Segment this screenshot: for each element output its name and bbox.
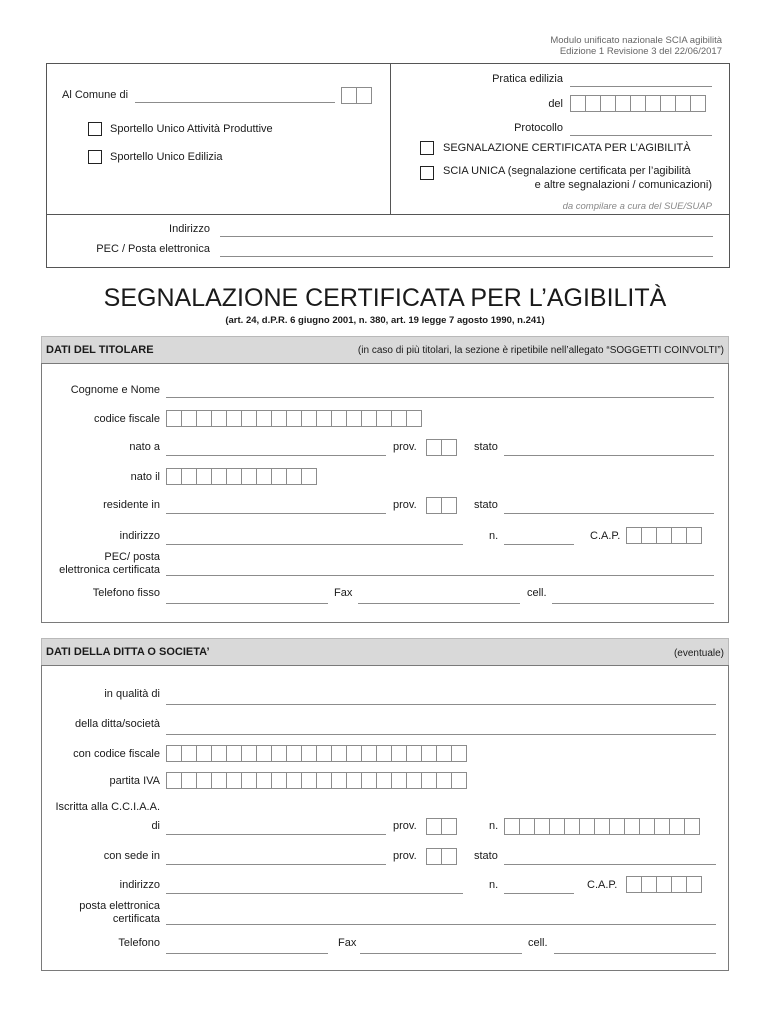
input-cell[interactable]: [669, 818, 685, 835]
suap-checkbox[interactable]: [88, 122, 102, 136]
input-cell[interactable]: [654, 818, 670, 835]
input-cell[interactable]: [671, 876, 687, 893]
input-cell[interactable]: [241, 772, 257, 789]
sue-label: Sportello Unico Edilizia: [110, 151, 223, 163]
input-cell[interactable]: [301, 410, 317, 427]
input-cell[interactable]: [656, 527, 672, 544]
scia-unica-label-cont: e altre segnalazioni / comunicazioni): [534, 179, 712, 191]
nato-il-cells[interactable]: [166, 468, 317, 485]
ditta-indirizzo-input[interactable]: [166, 893, 463, 894]
ditta-label: della ditta/società: [75, 718, 160, 730]
ditta-posta-input[interactable]: [166, 924, 716, 925]
input-cell[interactable]: [211, 745, 227, 762]
input-cell[interactable]: [376, 772, 392, 789]
input-cell[interactable]: [609, 818, 625, 835]
input-cell[interactable]: [331, 745, 347, 762]
cciaa-label-1: Iscritta alla C.C.I.A.A.: [55, 801, 160, 813]
stato-label-2: stato: [474, 499, 498, 511]
top-box-hline: [46, 214, 730, 215]
ditta-n-label: n.: [489, 879, 499, 891]
cf-cells[interactable]: [166, 410, 422, 427]
page-subtitle: (art. 24, d.P.R. 6 giugno 2001, n. 380, art. 19 legge 7 agosto 1990, n.241): [225, 315, 545, 326]
page-title: SEGNALAZIONE CERTIFICATA PER L’AGIBILITÀ: [103, 284, 667, 312]
input-cell[interactable]: [436, 745, 452, 762]
input-cell[interactable]: [451, 772, 467, 789]
input-cell[interactable]: [271, 745, 287, 762]
input-cell[interactable]: [181, 772, 197, 789]
nato-a-input[interactable]: [166, 455, 386, 456]
input-cell[interactable]: [406, 410, 422, 427]
input-cell[interactable]: [286, 772, 302, 789]
input-cell[interactable]: [241, 468, 257, 485]
input-cell[interactable]: [181, 410, 197, 427]
pratica-input[interactable]: [570, 86, 712, 87]
input-cell[interactable]: [426, 439, 442, 456]
input-cell[interactable]: [346, 745, 362, 762]
input-cell[interactable]: [451, 745, 467, 762]
pec-label-titolare-2: elettronica certificata: [59, 564, 160, 576]
scia-agibilita-label: SEGNALAZIONE CERTIFICATA PER L’AGIBILITÀ: [443, 142, 691, 154]
input-cell[interactable]: [181, 468, 197, 485]
pec-label: PEC / Posta elettronica: [96, 243, 210, 255]
sede-input[interactable]: [166, 864, 386, 865]
input-cell[interactable]: [645, 95, 661, 112]
sede-label: con sede in: [103, 850, 160, 862]
input-cell[interactable]: [226, 468, 242, 485]
ditta-cf-cells[interactable]: [166, 745, 467, 762]
indirizzo-label: Indirizzo: [169, 223, 210, 235]
iva-label: partita IVA: [109, 775, 160, 787]
titolare-section: [41, 363, 729, 623]
input-cell[interactable]: [436, 772, 452, 789]
comune-label: Al Comune di: [62, 89, 129, 101]
comune-input[interactable]: [135, 102, 335, 103]
pec-label-titolare-1: PEC/ posta: [104, 551, 160, 563]
del-label: del: [548, 98, 563, 110]
input-cell[interactable]: [549, 818, 565, 835]
n-label: n.: [489, 530, 499, 542]
sede-stato-label: stato: [474, 850, 498, 862]
del-date-cells[interactable]: [570, 95, 706, 112]
ditta-cap-label: C.A.P.: [587, 879, 618, 891]
input-cell[interactable]: [441, 439, 457, 456]
sue-suap-note: da compilare a cura del SUE/SUAP: [562, 201, 712, 212]
cell-label: cell.: [527, 587, 547, 599]
input-cell[interactable]: [391, 745, 407, 762]
input-cell[interactable]: [241, 745, 257, 762]
input-cell[interactable]: [316, 772, 332, 789]
input-cell[interactable]: [256, 772, 272, 789]
cciaa-prov-label: prov.: [393, 820, 417, 832]
titolare-heading: DATI DEL TITOLARE: [46, 344, 154, 356]
ditta-cell-label: cell.: [528, 937, 548, 949]
input-cell[interactable]: [271, 468, 287, 485]
ditta-fax-input[interactable]: [360, 953, 522, 954]
input-cell[interactable]: [316, 410, 332, 427]
telefono-label: Telefono fisso: [92, 587, 160, 599]
module-edition: Edizione 1 Revisione 3 del 22/06/2017: [559, 46, 722, 57]
scia-agibilita-checkbox[interactable]: [420, 141, 434, 155]
input-cell[interactable]: [346, 772, 362, 789]
input-cell[interactable]: [656, 876, 672, 893]
input-cell[interactable]: [286, 468, 302, 485]
nato-a-label: nato a: [129, 441, 160, 453]
input-cell[interactable]: [426, 848, 442, 865]
input-cell[interactable]: [256, 745, 272, 762]
ditta-input[interactable]: [166, 734, 716, 735]
input-cell[interactable]: [626, 876, 642, 893]
input-cell[interactable]: [421, 745, 437, 762]
input-cell[interactable]: [271, 410, 287, 427]
stato-label: stato: [474, 441, 498, 453]
input-cell[interactable]: [504, 818, 520, 835]
module-name: Modulo unificato nazionale SCIA agibilità: [550, 35, 722, 46]
input-cell[interactable]: [684, 818, 700, 835]
scia-unica-label: SCIA UNICA (segnalazione certificata per l’agibilità: [443, 165, 691, 177]
cap-label: C.A.P.: [590, 530, 621, 542]
ditta-cell-input[interactable]: [554, 953, 716, 954]
input-cell[interactable]: [226, 745, 242, 762]
input-cell[interactable]: [441, 848, 457, 865]
input-cell[interactable]: [441, 497, 457, 514]
input-cell[interactable]: [331, 772, 347, 789]
fax-input[interactable]: [358, 603, 520, 604]
ditta-note: (eventuale): [673, 648, 724, 659]
input-cell[interactable]: [564, 818, 580, 835]
input-cell[interactable]: [316, 745, 332, 762]
input-cell[interactable]: [391, 772, 407, 789]
input-cell[interactable]: [286, 745, 302, 762]
cognome-input[interactable]: [166, 397, 714, 398]
sede-prov-cells[interactable]: [426, 848, 457, 865]
input-cell[interactable]: [600, 95, 616, 112]
input-cell[interactable]: [211, 410, 227, 427]
input-cell[interactable]: [226, 410, 242, 427]
input-cell[interactable]: [675, 95, 691, 112]
ditta-cf-label: con codice fiscale: [73, 748, 160, 760]
input-cell[interactable]: [686, 527, 702, 544]
input-cell[interactable]: [391, 410, 407, 427]
input-cell[interactable]: [301, 772, 317, 789]
input-cell[interactable]: [660, 95, 676, 112]
input-cell[interactable]: [630, 95, 646, 112]
input-cell[interactable]: [341, 87, 357, 104]
ditta-posta-label-2: certificata: [112, 913, 160, 925]
input-cell[interactable]: [196, 772, 212, 789]
input-cell[interactable]: [271, 772, 287, 789]
sue-checkbox[interactable]: [88, 150, 102, 164]
nato-il-label: nato il: [130, 471, 160, 483]
input-cell[interactable]: [594, 818, 610, 835]
pec-input-titolare[interactable]: [166, 575, 714, 576]
iva-cells[interactable]: [166, 772, 467, 789]
prov-label-2: prov.: [393, 499, 417, 511]
ditta-indirizzo-label: indirizzo: [119, 879, 160, 891]
cell-input[interactable]: [552, 603, 714, 604]
input-cell[interactable]: [361, 410, 377, 427]
prov-cells-2[interactable]: [426, 497, 457, 514]
sede-stato-input[interactable]: [504, 864, 716, 865]
input-cell[interactable]: [166, 468, 182, 485]
input-cell[interactable]: [641, 527, 657, 544]
input-cell[interactable]: [534, 818, 550, 835]
stato-input[interactable]: [504, 455, 714, 456]
input-cell[interactable]: [406, 772, 422, 789]
prov-label: prov.: [393, 441, 417, 453]
residente-input[interactable]: [166, 513, 386, 514]
input-cell[interactable]: [585, 95, 601, 112]
ditta-heading: DATI DELLA DITTA O SOCIETA’: [46, 646, 210, 658]
ditta-fax-label: Fax: [338, 937, 357, 949]
indirizzo-input[interactable]: [220, 236, 713, 237]
cciaa-prov-cells[interactable]: [426, 818, 457, 835]
qualita-label: in qualità di: [104, 688, 160, 700]
input-cell[interactable]: [639, 818, 655, 835]
input-cell[interactable]: [686, 876, 702, 893]
pratica-label: Pratica edilizia: [492, 73, 563, 85]
ditta-n-input[interactable]: [504, 893, 574, 894]
input-cell[interactable]: [519, 818, 535, 835]
qualita-input[interactable]: [166, 704, 716, 705]
ditta-cap-cells[interactable]: [626, 876, 702, 893]
fax-label: Fax: [334, 587, 353, 599]
input-cell[interactable]: [426, 497, 442, 514]
input-cell[interactable]: [226, 772, 242, 789]
cciaa-label-2: di: [151, 820, 160, 832]
input-cell[interactable]: [241, 410, 257, 427]
input-cell[interactable]: [331, 410, 347, 427]
cciaa-n-label: n.: [489, 820, 499, 832]
input-cell[interactable]: [615, 95, 631, 112]
protocollo-label: Protocollo: [514, 122, 563, 134]
input-cell[interactable]: [211, 772, 227, 789]
scia-unica-checkbox[interactable]: [420, 166, 434, 180]
input-cell[interactable]: [376, 745, 392, 762]
protocollo-input[interactable]: [570, 135, 712, 136]
input-cell[interactable]: [166, 772, 182, 789]
cciaa-input[interactable]: [166, 834, 386, 835]
input-cell[interactable]: [196, 745, 212, 762]
input-cell[interactable]: [301, 745, 317, 762]
pec-input[interactable]: [220, 256, 713, 257]
residente-label: residente in: [103, 499, 160, 511]
input-cell[interactable]: [361, 745, 377, 762]
input-cell[interactable]: [256, 410, 272, 427]
input-cell[interactable]: [641, 876, 657, 893]
indirizzo-input-titolare[interactable]: [166, 544, 463, 545]
cognome-label: Cognome e Nome: [70, 384, 160, 396]
input-cell[interactable]: [196, 410, 212, 427]
cciaa-n-cells[interactable]: [504, 818, 700, 835]
ditta-telefono-label: Telefono: [118, 937, 160, 949]
cf-label: codice fiscale: [93, 413, 160, 425]
suap-label: Sportello Unico Attività Produttive: [110, 123, 273, 135]
sede-prov-label: prov.: [393, 850, 417, 862]
input-cell[interactable]: [181, 745, 197, 762]
input-cell[interactable]: [211, 468, 227, 485]
input-cell[interactable]: [301, 468, 317, 485]
input-cell[interactable]: [671, 527, 687, 544]
input-cell[interactable]: [346, 410, 362, 427]
input-cell[interactable]: [690, 95, 706, 112]
input-cell[interactable]: [361, 772, 377, 789]
comune-code-cells[interactable]: [341, 87, 372, 104]
n-input[interactable]: [504, 544, 574, 545]
input-cell[interactable]: [406, 745, 422, 762]
input-cell[interactable]: [356, 87, 372, 104]
stato-input-2[interactable]: [504, 513, 714, 514]
top-box-divider: [390, 63, 391, 214]
titolare-note: (in caso di più titolari, la sezione è ripetibile nell’allegato “SOGGETTI COINVOLTI”): [357, 345, 724, 356]
input-cell[interactable]: [579, 818, 595, 835]
indirizzo-label-titolare: indirizzo: [119, 530, 160, 542]
input-cell[interactable]: [166, 410, 182, 427]
input-cell[interactable]: [256, 468, 272, 485]
prov-cells[interactable]: [426, 439, 457, 456]
input-cell[interactable]: [421, 772, 437, 789]
input-cell[interactable]: [624, 818, 640, 835]
input-cell[interactable]: [286, 410, 302, 427]
input-cell[interactable]: [376, 410, 392, 427]
input-cell[interactable]: [441, 818, 457, 835]
ditta-telefono-input[interactable]: [166, 953, 328, 954]
input-cell[interactable]: [196, 468, 212, 485]
cap-cells[interactable]: [626, 527, 702, 544]
input-cell[interactable]: [166, 745, 182, 762]
input-cell[interactable]: [626, 527, 642, 544]
ditta-posta-label-1: posta elettronica: [79, 900, 160, 912]
telefono-input[interactable]: [166, 603, 328, 604]
input-cell[interactable]: [570, 95, 586, 112]
input-cell[interactable]: [426, 818, 442, 835]
